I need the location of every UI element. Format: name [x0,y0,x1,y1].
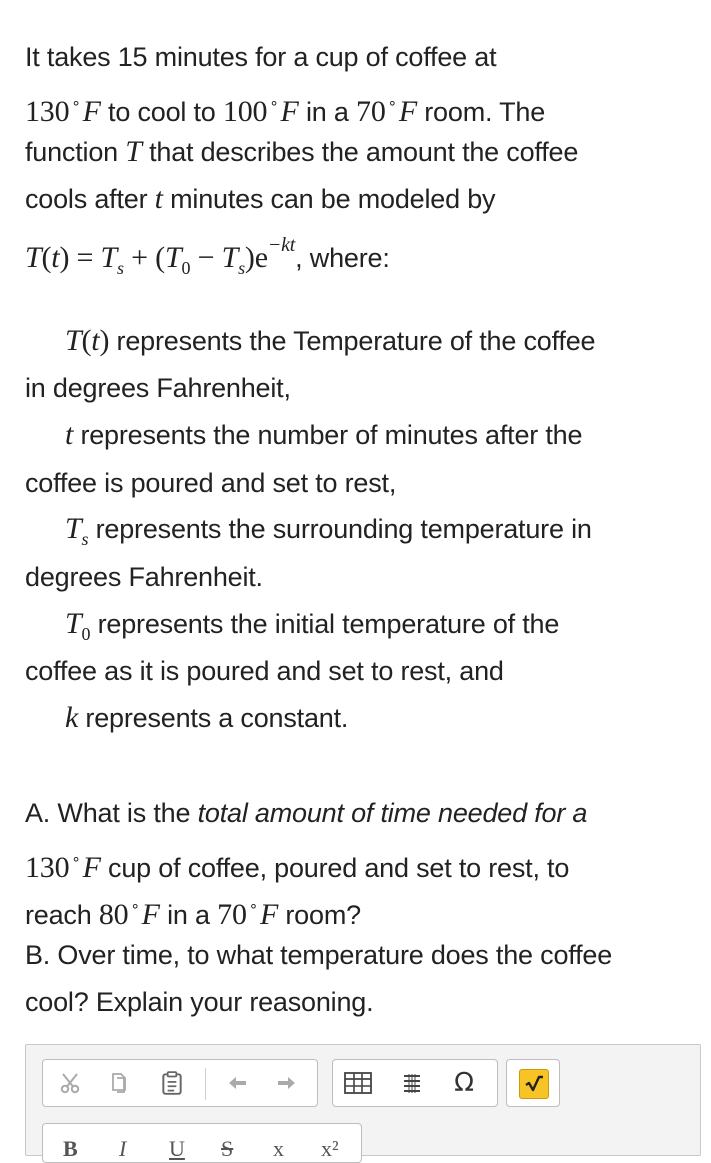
question-text: in a [159,900,218,930]
def-text: in degrees Fahrenheit, [25,373,291,403]
question-text: A. What is the [25,798,198,828]
temp-after: 100 [222,95,268,128]
variable-T: T [125,135,142,168]
def-sub-s: s [81,529,89,549]
table-icon[interactable] [343,1068,373,1098]
def-text: degrees Fahrenheit. [25,562,263,592]
def-text: represents the number of minutes after the [73,420,583,450]
formula-t: t [51,241,60,274]
question-text: cup of coffee, poured and set to rest, to [100,853,570,883]
formula-sub-s: s [238,258,245,278]
model-formula [25,228,390,285]
temp-initial: 130 [25,851,70,884]
fahrenheit-unit: F [259,898,279,931]
formula-exponent: −kt [267,234,296,256]
italic-icon[interactable]: I [119,1136,127,1161]
omega-icon[interactable] [449,1068,479,1098]
paste-icon[interactable] [157,1068,187,1098]
strikethrough-icon[interactable]: S [221,1136,234,1161]
undo-icon[interactable] [223,1068,253,1098]
underline-icon[interactable]: U [169,1136,185,1161]
intro-text: to cool to [100,97,223,127]
temp-room: 70 [217,898,247,931]
def-var-t: t [91,324,100,357]
omega-label: Ω [454,1068,474,1098]
answer-editor[interactable] [25,1044,701,1161]
def-paren: ) [99,324,110,357]
redo-icon[interactable] [271,1068,301,1098]
def-var-k: k [65,701,79,734]
question-text: room? [278,900,361,930]
def-var-t: t [65,418,74,451]
degree-symbol: ∘ [130,898,140,915]
def-var-T: T [65,324,82,357]
temp-room: 70 [356,95,386,128]
fahrenheit-unit: F [141,898,160,931]
question-b-line-2 [25,985,373,1019]
def-text: represents the surrounding temperature in [88,514,592,544]
temp-initial: 130 [25,95,70,128]
intro-text: cools after [25,184,155,214]
question-text: reach [25,900,99,930]
insert-toolbar-group [332,1059,498,1107]
formula-minus: − [190,241,222,274]
question-a-line-1 [25,796,587,830]
def-text: coffee is poured and set to rest, [25,468,397,498]
variable-t: t [154,182,163,215]
definition-k [65,701,348,735]
intro-line-4 [25,182,495,216]
intro-text: that describes the amount the coffee [141,137,579,167]
formula-where: , where: [295,243,390,273]
definition-T-of-t-cont [25,371,291,405]
definition-t-cont [25,466,396,500]
def-sub-0: 0 [81,624,91,644]
formula-sub-0: 0 [181,258,191,278]
cut-icon[interactable] [55,1068,85,1098]
intro-line-2 [25,87,545,129]
question-text: cool? Explain your reasoning. [25,987,374,1017]
subscript-icon[interactable]: x [273,1136,284,1161]
question-b-line-1 [25,938,612,972]
degree-symbol: ∘ [387,95,397,112]
copy-icon[interactable] [105,1068,135,1098]
intro-text: room. The [416,97,546,127]
formula-T: T [25,241,42,274]
degree-symbol: ∘ [71,95,81,112]
temp-target: 80 [98,898,129,931]
sqrt-icon[interactable] [519,1069,549,1099]
intro-text: It takes 15 minutes for a cup of coffee at [25,42,497,72]
fahrenheit-unit: F [398,95,417,128]
question-a-line-2 [25,843,569,885]
align-icon[interactable] [397,1068,427,1098]
def-text: represents the initial temperature of the [90,609,560,639]
definition-T0-cont [25,654,504,688]
bold-icon[interactable]: B [63,1136,78,1161]
definition-T-of-t [65,324,595,358]
degree-symbol: ∘ [269,95,279,112]
question-text: B. Over time, to what temperature does the coffee [25,940,613,970]
question-a-line-3 [25,890,361,932]
def-paren: ( [81,324,92,357]
fahrenheit-unit: F [280,95,299,128]
definition-t [65,418,582,452]
question-emphasis: total amount of time needed for a [197,798,588,828]
intro-text: minutes can be modeled by [162,184,496,214]
fahrenheit-unit: F [82,851,101,884]
formula-e: )e [244,241,268,274]
toolbar-separator [205,1068,206,1100]
edit-toolbar-group [42,1059,318,1107]
definition-Ts-cont [25,560,263,594]
definition-T0 [65,607,559,651]
formula-Ts: T [100,241,118,274]
formula-equals: ) = [59,241,101,274]
intro-line-3 [25,135,578,169]
format-toolbar-group [42,1123,362,1163]
intro-line-1 [25,40,496,74]
formula-plus: + ( [123,241,165,274]
math-toolbar-group [506,1059,560,1107]
superscript-icon[interactable]: x² [321,1136,339,1161]
intro-text: function [25,137,126,167]
degree-symbol: ∘ [71,851,81,868]
fahrenheit-unit: F [82,95,101,128]
def-var-T: T [65,607,82,640]
def-text: coffee as it is poured and set to rest, and [25,656,504,686]
definition-Ts [65,512,592,556]
formula-sub-s: s [117,258,124,278]
formula-Ts: T [221,241,239,274]
formula-T0: T [164,241,182,274]
degree-symbol: ∘ [248,898,258,915]
def-text: represents a constant. [78,703,349,733]
formula-paren: ( [41,241,52,274]
def-text: represents the Temperature of the coffee [109,326,596,356]
def-var-T: T [65,512,82,545]
intro-text: in a [298,97,357,127]
